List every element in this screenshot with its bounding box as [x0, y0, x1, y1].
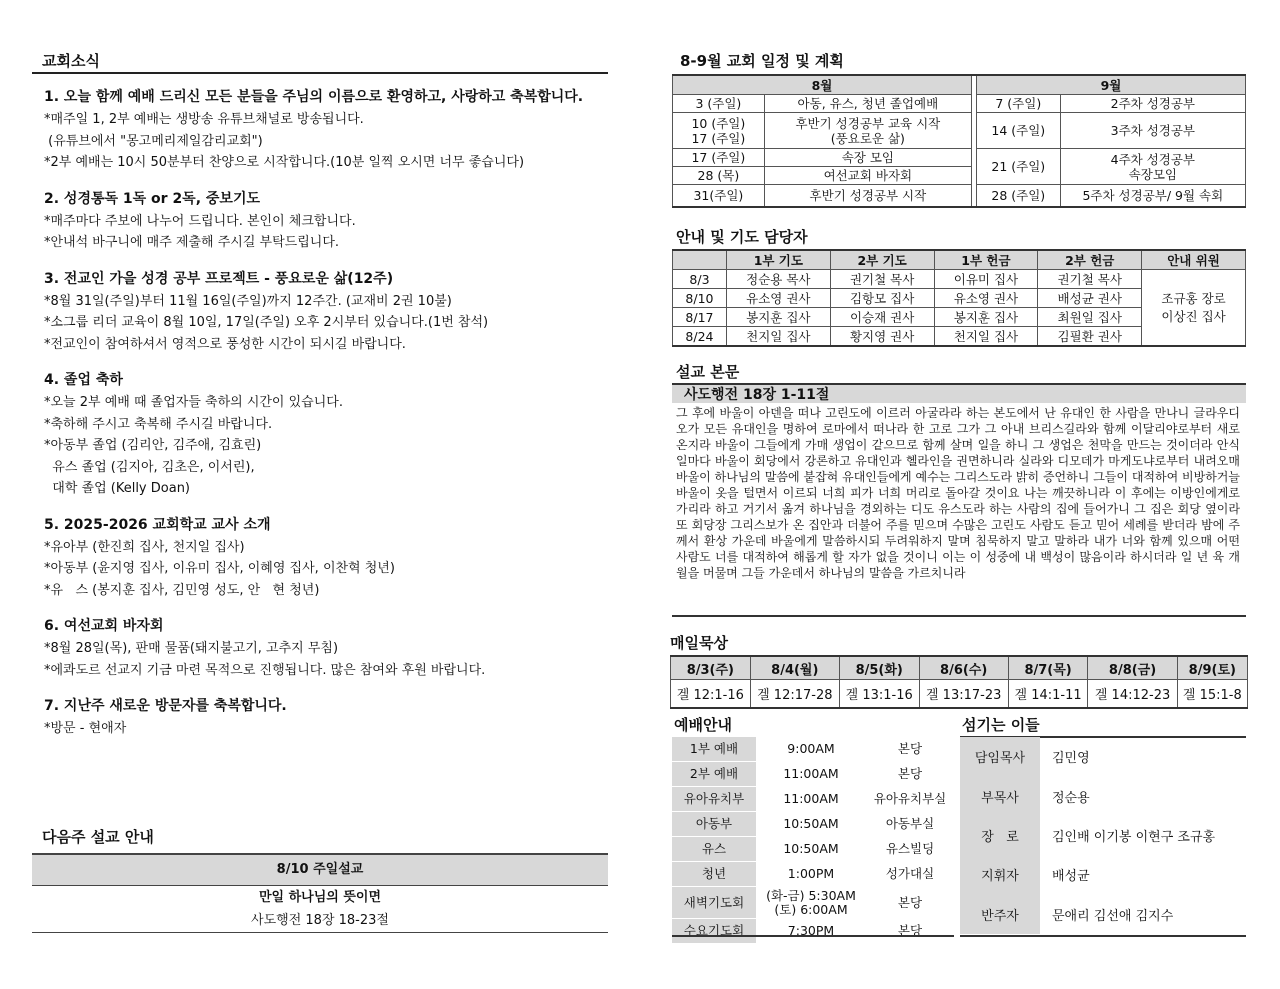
- schedule-date: 7 (주일): [976, 95, 1060, 113]
- schedule-event: 여선교회 바자회: [764, 167, 971, 185]
- news-item-line: *8월 31일(주일)부터 11월 16일(주일)까지 12주간. (교재비 2권 10불): [44, 293, 452, 309]
- next-sermon-title: 다음주 설교 안내: [42, 828, 154, 846]
- servant-role: 지휘자: [960, 855, 1040, 894]
- duty-cell: 배성균 권사: [1038, 289, 1142, 308]
- servant-role: 담임목사: [960, 737, 1040, 776]
- worship-name: 새벽기도회: [672, 887, 756, 919]
- news-item-line: *에콰도르 선교지 기금 마련 목적으로 진행됩니다. 많은 참여와 후원 바랍니다.: [44, 662, 486, 678]
- meditation-day: 8/5(화): [839, 656, 919, 680]
- schedule-date: 28 (목): [673, 167, 765, 185]
- sermon-title: 설교 본문: [676, 363, 740, 381]
- news-item: [44, 268, 604, 356]
- duty-cell: 유소영 권사: [726, 289, 830, 308]
- schedule-table: [672, 74, 1246, 208]
- worship-name: 수요기도회: [672, 919, 756, 944]
- servant-names: 문애리 김선애 김지수: [1052, 908, 1174, 924]
- meditation-passage: 겔 12:17-28: [750, 680, 839, 709]
- servant-names: 정순용: [1052, 790, 1090, 806]
- news-item: [44, 615, 604, 681]
- meditation-day: 8/6(수): [919, 656, 1008, 680]
- meditation-day: 8/4(월): [750, 656, 839, 680]
- worship-time: 11:00AM: [783, 791, 839, 806]
- duty-cell: 권기철 목사: [830, 270, 934, 289]
- news-item-line: *안내석 바구니에 매주 제출해 주시길 부탁드립니다.: [44, 235, 340, 250]
- worship-title: 예배안내: [674, 716, 732, 734]
- worship-place: 아동부실: [885, 816, 935, 831]
- duty-cell: 봉지훈 집사: [934, 308, 1038, 327]
- duty-cell: 이승재 권사: [830, 308, 934, 327]
- worship-name: 아동부: [672, 812, 756, 837]
- servant-role: 장 로: [960, 816, 1040, 855]
- servants-bottom-divider: [960, 935, 1246, 937]
- news-item-line: 대학 졸업 (Kelly Doan): [44, 481, 190, 496]
- meditation-day: 8/7(목): [1008, 656, 1088, 680]
- news-item-line: *아동부 졸업 (김리안, 김주애, 김효린): [44, 438, 262, 453]
- servant-role: 부목사: [960, 776, 1040, 815]
- news-item-line: *8월 28일(목), 판매 물품(돼지불고기, 고추지 무침): [44, 641, 339, 656]
- news-item-line: *축하해 주시고 축복해 주시길 바랍니다.: [44, 416, 273, 432]
- schedule-event: 후반기 성경공부 교육 시작 (풍요로운 삶): [764, 113, 971, 149]
- sermon-passage: 사도행전 18장 1-11절: [672, 383, 1246, 403]
- news-item-heading: 2. 성경통독 1독 or 2독, 중보기도: [44, 190, 260, 207]
- worship-time: 7:30PM: [787, 923, 835, 938]
- meditation-passage: 겔 13:1-16: [839, 680, 919, 709]
- news-item-line: *아동부 (윤지영 집사, 이유미 집사, 이혜영 집사, 이찬혁 청년): [44, 561, 395, 576]
- duty-cell: 이유미 집사: [934, 270, 1038, 289]
- schedule-date: 14 (주일): [976, 113, 1060, 149]
- duty-cell: 정순용 목사: [726, 270, 830, 289]
- news-item: [44, 514, 604, 602]
- duty-date: 8/24: [673, 327, 727, 347]
- schedule-date: 31(주일): [673, 185, 765, 207]
- meditation-passage: 겔 12:1-16: [671, 680, 751, 709]
- meditation-day: 8/8(금): [1088, 656, 1177, 680]
- servants-table: [960, 737, 1246, 934]
- schedule-date: 10 (주일) 17 (주일): [673, 113, 765, 149]
- servant-role: 반주자: [960, 895, 1040, 934]
- news-item-line: *매주일 1, 2부 예배는 생방송 유튜브채널로 방송됩니다.: [44, 112, 364, 127]
- next-sermon-header: 8/10 주일설교: [32, 853, 608, 886]
- schedule-date: 28 (주일): [976, 185, 1060, 207]
- worship-time: 10:50AM: [783, 841, 839, 856]
- schedule-event: 아동, 유스, 청년 졸업예배: [764, 95, 971, 113]
- schedule-event: 4주차 성경공부 속장모임: [1060, 149, 1245, 185]
- news-item-heading: 4. 졸업 축하: [44, 372, 123, 388]
- news-item-line: 유스 졸업 (김지아, 김초은, 이서린),: [44, 459, 255, 475]
- servant-names: 배성균: [1052, 869, 1090, 885]
- news-item-line: *유아부 (한진희 집사, 천지일 집사): [44, 539, 245, 555]
- news-item-line: *오늘 2부 예배 때 졸업자들 축하의 시간이 있습니다.: [44, 395, 343, 410]
- news-item: [44, 86, 604, 174]
- duty-date: 8/10: [673, 289, 727, 308]
- schedule-event: 5주차 성경공부/ 9월 속회: [1060, 185, 1245, 207]
- worship-divider: [672, 935, 954, 937]
- worship-name: 청년: [672, 862, 756, 887]
- duty-cell: 최원일 집사: [1038, 308, 1142, 327]
- news-item: [44, 188, 604, 254]
- sermon-divider: [672, 615, 1246, 617]
- worship-name: 유아유치부: [672, 787, 756, 812]
- duty-cell: 김필환 권사: [1038, 327, 1142, 347]
- news-item-line: (유튜브에서 "몽고메리제일감리교회"): [44, 133, 263, 149]
- worship-time: 9:00AM: [787, 741, 835, 756]
- duty-usher: 조규홍 장로 이상진 집사: [1142, 270, 1246, 347]
- worship-time: (화-금) 5:30AM (토) 6:00AM: [766, 887, 856, 917]
- worship-place: 유스빌딩: [885, 841, 935, 856]
- news-divider: [32, 72, 608, 74]
- news-item-heading: 3. 전교인 가을 성경 공부 프로젝트 - 풍요로운 삶(12주): [44, 270, 394, 287]
- worship-time: 10:50AM: [783, 816, 839, 831]
- schedule-event: 2주차 성경공부: [1060, 95, 1245, 113]
- news-item-heading: 6. 여선교회 바자회: [44, 618, 164, 634]
- meditation-day: 8/3(주): [671, 656, 751, 680]
- duty-header: 안내 위원: [1142, 250, 1246, 270]
- duty-cell: 봉지훈 집사: [726, 308, 830, 327]
- schedule-sep-header: 9월: [976, 75, 1245, 95]
- next-sermon-box: [32, 853, 608, 933]
- duty-cell: 김항모 집사: [830, 289, 934, 308]
- schedule-event: 3주차 성경공부: [1060, 113, 1245, 149]
- duty-cell: 황지영 권사: [830, 327, 934, 347]
- worship-time: 11:00AM: [783, 766, 839, 781]
- worship-place: 유아유치부실: [873, 791, 947, 806]
- worship-name: 유스: [672, 837, 756, 862]
- meditation-passage: 겔 15:1-8: [1177, 680, 1247, 709]
- news-item-heading: 1. 오늘 함께 예배 드리신 모든 분들을 주님의 이름으로 환영하고, 사랑하고 축복합니다.: [44, 89, 584, 105]
- worship-place: 성가대실: [885, 866, 935, 881]
- schedule-date: 17 (주일): [673, 149, 765, 167]
- worship-name: 1부 예배: [672, 737, 756, 762]
- duty-cell: 유소영 권사: [934, 289, 1038, 308]
- next-sermon-name: 만일 하나님의 뜻이면: [258, 890, 382, 905]
- schedule-date: 21 (주일): [976, 149, 1060, 185]
- sermon-text: 그 후에 바울이 아덴을 떠나 고린도에 이르러 아굴라라 하는 본도에서 난 유대인 한 사람을 만나니 글라우디오가 모든 유대인을 명하여 로마에서 떠나라 한 고로 그가 그 아내 브리스길라와 함께 이달리야로부터 새로 온지라 바울이 그들에게 가매 생업이 같으므로 함께 살며 일을 하니 그 생업은 천막을 만드는 것이더라 안식일마다 바울이 회당에서 강론하고 유대인과 헬라인을 권면하니라 실라와 디모데가 마게도냐로부터 내려오매 바울이 하나님의 말씀에 붙잡혀 유대인들에게 예수는 그리스도라 밝히 증언하니 그들이 대적하여 비방하거늘 바울이 옷을 털면서 이르되 너희 피가 너희 머리로 돌아갈 것이요 나는 깨끗하니라 이 후에는 이방인에게로 가리라 하고 거기서 옮겨 하나님을 경외하는 디도 유스도라 하는 사람의 집에 들어가니 그 집은 회당 옆이라 또 회당장 그리스보가 온 집안과 더불어 주를 믿으며 수많은 고린도 사람도 듣고 믿어 세례를 받더라 밤에 주께서 환상 가운데 바울에게 말씀하시되 두려워하지 말며 침묵하지 말고 말하라 내가 너와 함께 있으매 어떤 사람도 너를 대적하여 해롭게 할 자가 없을 것이니 이는 이 성중에 내 백성이 많음이라 하시더라 일 년 육 개월을 머물며 그들 가운데서 하나님의 말씀을 가르치니라: [676, 406, 1240, 580]
- news-item-line: *매주마다 주보에 나누어 드립니다. 본인이 체크합니다.: [44, 213, 356, 229]
- meditation-title: 매일묵상: [670, 634, 728, 652]
- schedule-title: 8-9월 교회 일정 및 계획: [680, 52, 844, 70]
- worship-name: 2부 예배: [672, 762, 756, 787]
- duty-header: 2부 기도: [830, 250, 934, 270]
- news-item: [44, 695, 604, 740]
- duty-table: [672, 249, 1246, 347]
- next-sermon-passage: 사도행전 18장 18-23절: [32, 909, 608, 933]
- duty-date: 8/17: [673, 308, 727, 327]
- news-item-line: *소그룹 리더 교육이 8월 10일, 17일(주일) 오후 2시부터 있습니다.(1번 참석): [44, 315, 489, 330]
- worship-place: 본당: [897, 766, 923, 781]
- meditation-day: 8/9(토): [1177, 656, 1247, 680]
- duty-title: 안내 및 기도 담당자: [676, 228, 808, 246]
- news-title: 교회소식: [42, 52, 100, 70]
- news-item: [44, 369, 604, 500]
- schedule-aug-header: 8월: [673, 75, 972, 95]
- news-item-heading: 5. 2025-2026 교회학교 교사 소개: [44, 516, 271, 533]
- duty-header: [673, 250, 727, 270]
- servant-names: 김민영: [1052, 751, 1090, 767]
- schedule-date: 3 (주일): [673, 95, 765, 113]
- news-item-line: *전교인이 참여하셔서 영적으로 풍성한 시간이 되시길 바랍니다.: [44, 336, 406, 352]
- schedule-event: 후반기 성경공부 시작: [764, 185, 971, 207]
- schedule-event: 속장 모임: [764, 149, 971, 167]
- worship-place: 본당: [897, 894, 923, 910]
- worship-table: [672, 737, 954, 944]
- servants-title: 섬기는 이들: [962, 716, 1040, 734]
- duty-header: 2부 헌금: [1038, 250, 1142, 270]
- duty-header: 1부 헌금: [934, 250, 1038, 270]
- duty-header: 1부 기도: [726, 250, 830, 270]
- meditation-passage: 겔 14:12-23: [1088, 680, 1177, 709]
- news-list: [44, 86, 604, 754]
- duty-date: 8/3: [673, 270, 727, 289]
- meditation-table: [670, 655, 1248, 709]
- news-item-line: *2부 예배는 10시 50분부터 찬양으로 시작합니다.(10분 일찍 오시면 너무 좋습니다): [44, 155, 525, 170]
- servant-names: 김인배 이기봉 이현구 조규홍: [1052, 829, 1216, 845]
- news-item-line: *방문 - 현애자: [44, 721, 127, 736]
- worship-time: 1:00PM: [787, 866, 835, 881]
- news-item-line: *유 스 (봉지훈 집사, 김민영 성도, 안 현 청년): [44, 582, 320, 598]
- meditation-passage: 겔 13:17-23: [919, 680, 1008, 709]
- duty-cell: 권기철 목사: [1038, 270, 1142, 289]
- worship-place: 본당: [897, 923, 923, 938]
- duty-cell: 천지일 집사: [934, 327, 1038, 347]
- meditation-passage: 겔 14:1-11: [1008, 680, 1088, 709]
- duty-cell: 천지일 집사: [726, 327, 830, 347]
- news-item-heading: 7. 지난주 새로운 방문자를 축복합니다.: [44, 698, 287, 714]
- worship-place: 본당: [897, 741, 923, 756]
